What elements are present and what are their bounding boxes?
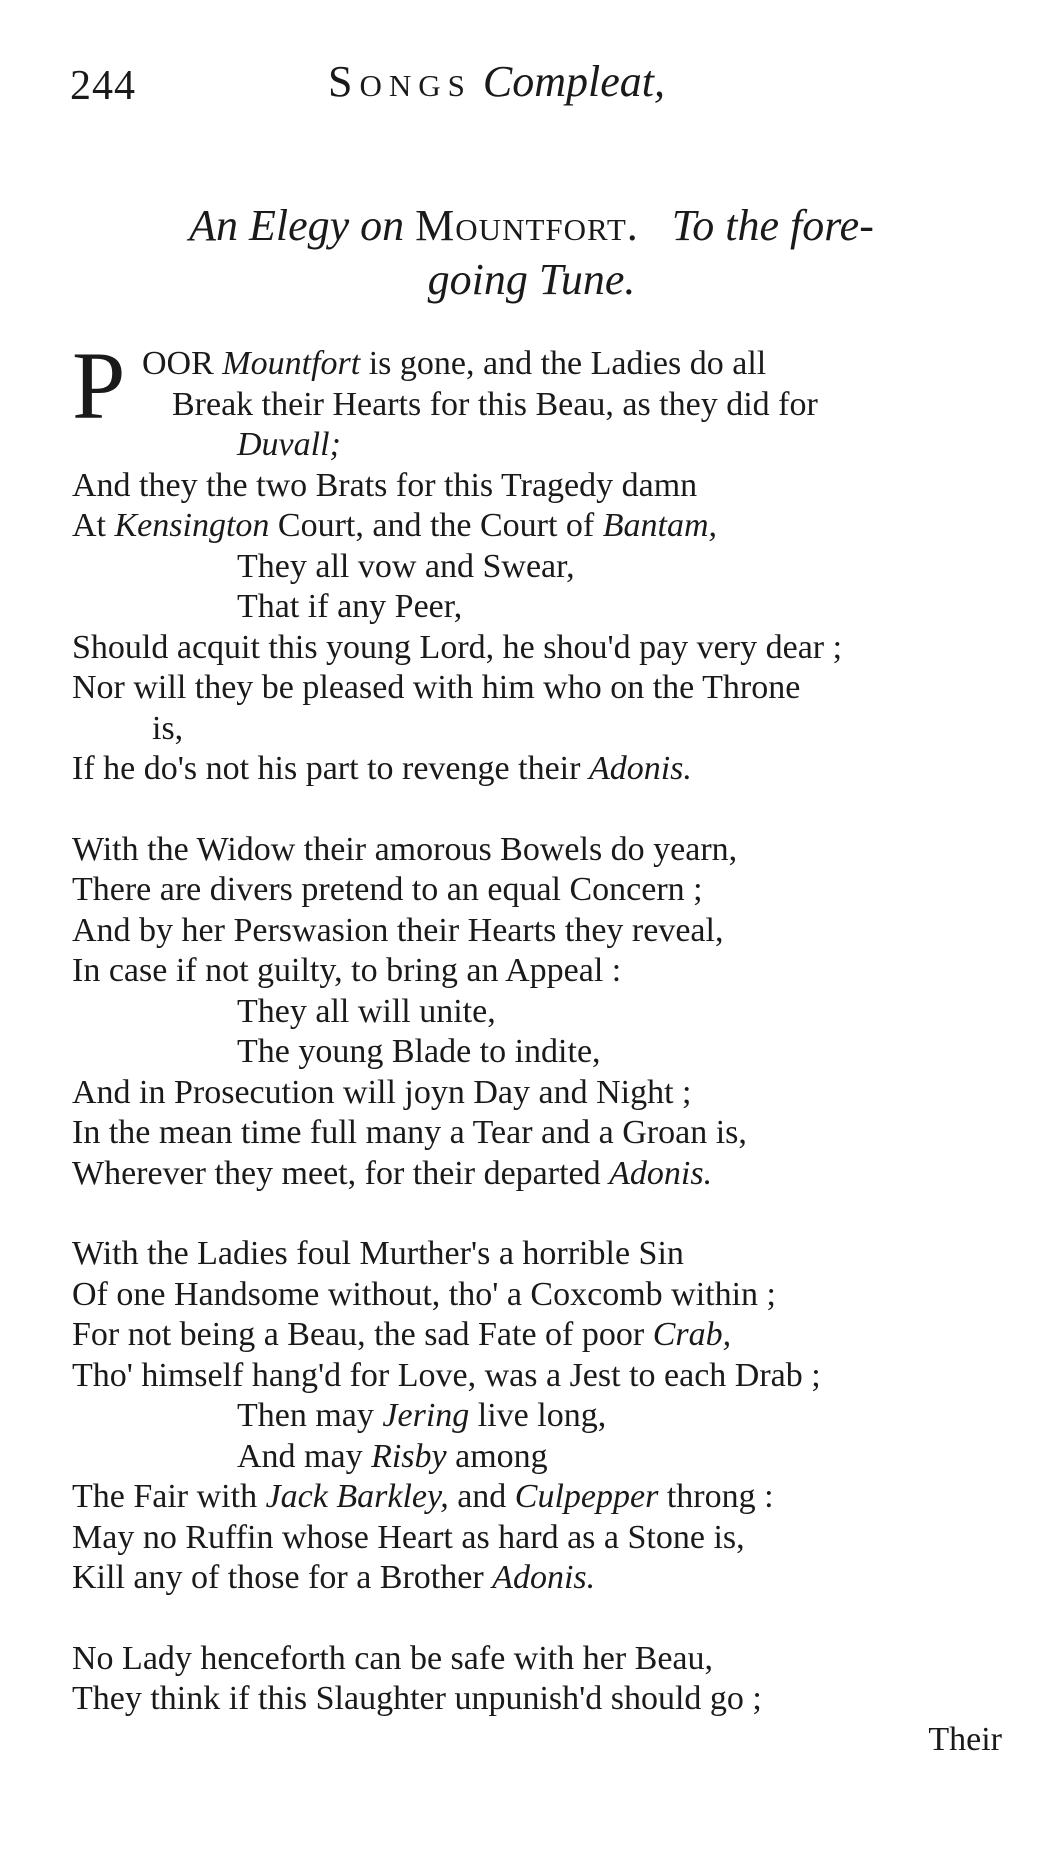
- song-title-line-2: going Tune.: [427, 255, 636, 304]
- stanza-3: [72, 1234, 1002, 1599]
- verse-line: Break their Hearts for this Beau, as they did for: [172, 385, 818, 423]
- verse-line: If he do's not his part to revenge their Adonis.: [72, 750, 692, 787]
- verse-line: is,: [152, 709, 184, 747]
- verse-line: In case if not guilty, to bring an Appeal :: [72, 952, 622, 989]
- verse-line: They all will unite,: [237, 992, 496, 1030]
- stanza-4: [72, 1639, 1002, 1761]
- running-title: [328, 56, 665, 107]
- running-head: [70, 56, 1000, 116]
- verse-line: Then may Jering live long,: [237, 1397, 607, 1434]
- verse-line: That if any Peer,: [237, 588, 463, 625]
- verse-line: May no Ruffin whose Heart as hard as a Stone is,: [72, 1518, 745, 1556]
- verse-line: In the mean time full many a Tear and a Groan is,: [72, 1114, 747, 1151]
- verse-line: Duvall;: [237, 426, 341, 463]
- verse-line: They all vow and Swear,: [237, 547, 575, 585]
- verse-line: At Kensington Court, and the Court of Bantam,: [72, 507, 718, 544]
- verse-line: With the Widow their amorous Bowels do yearn,: [72, 830, 738, 868]
- poem-body: [72, 332, 1002, 1760]
- verse-line: Of one Handsome without, tho' a Coxcomb within ;: [72, 1275, 776, 1313]
- drop-cap: P: [72, 332, 126, 439]
- verse-line: They think if this Slaughter unpunish'd should go ;: [72, 1680, 762, 1717]
- verse-line: Tho' himself hang'd for Love, was a Jest to each Drab ;: [72, 1356, 821, 1394]
- verse-line: And in Prosecution will joyn Day and Night ;: [72, 1073, 692, 1111]
- verse-line: And by her Perswasion their Hearts they reveal,: [72, 911, 724, 949]
- verse-line: And they the two Brats for this Tragedy damn: [72, 466, 698, 504]
- verse-line: Kill any of those for a Brother Adonis.: [72, 1559, 596, 1596]
- verse-line: No Lady henceforth can be safe with her Beau,: [72, 1639, 714, 1677]
- title-tune-part: To the fore-: [671, 201, 874, 250]
- verse-line: Wherever they meet, for their departed Adonis.: [72, 1154, 713, 1192]
- verse-line: For not being a Beau, the sad Fate of poor Crab,: [72, 1316, 732, 1353]
- verse-line: The young Blade to indite,: [237, 1033, 601, 1070]
- stanza-1: [72, 332, 1002, 790]
- title-caps-part: Mountfort.: [415, 201, 639, 250]
- verse-line: With the Ladies foul Murther's a horrible Sin: [72, 1235, 684, 1272]
- song-title-line-1: [0, 200, 1063, 252]
- page-number: 244: [70, 63, 136, 109]
- song-title: [0, 200, 1063, 306]
- verse-line: And may Risby among: [237, 1437, 548, 1475]
- verse-line: Should acquit this young Lord, he shou'd pay very dear ;: [72, 628, 843, 666]
- stanza-2: [72, 830, 1002, 1195]
- verse-line: The Fair with Jack Barkley, and Culpepper throng :: [72, 1478, 774, 1515]
- running-title-italic: Compleat,: [482, 57, 665, 106]
- catchword: Their: [928, 1720, 1002, 1758]
- running-title-caps: Songs: [328, 57, 472, 106]
- title-italic-part: An Elegy on: [189, 201, 405, 250]
- dropcap-block: [72, 332, 1002, 439]
- verse-line: OOR Mountfort is gone, and the Ladies do all: [142, 345, 767, 382]
- verse-line: Nor will they be pleased with him who on the Throne: [72, 669, 801, 706]
- verse-line: There are divers pretend to an equal Concern ;: [72, 871, 703, 908]
